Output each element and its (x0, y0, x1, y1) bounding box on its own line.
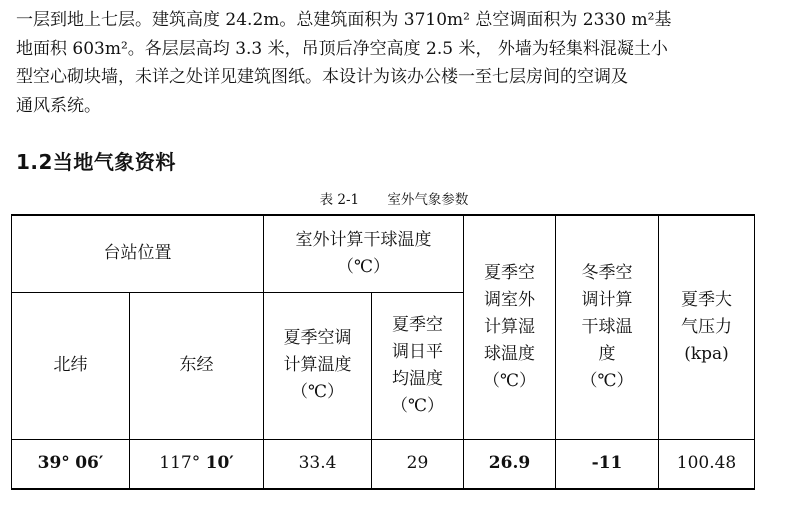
paragraph-line: 通风系统。 (16, 95, 101, 116)
table-header-row (12, 215, 755, 292)
body-paragraph (16, 6, 778, 120)
summer-wetbulb-value: 26.9 (464, 439, 556, 489)
winter-drybulb-header: 冬季空 调计算 干球温 度 （℃） (556, 215, 659, 439)
latitude-header: 北纬 (12, 292, 130, 439)
summer-wetbulb-header: 夏季空 调室外 计算湿 球温度 （℃） (464, 215, 556, 439)
latitude-value: 39° 06′ (12, 439, 130, 489)
winter-drybulb-value: -11 (556, 439, 659, 489)
paragraph-line: 型空心砌块墙，未详之处详见建筑图纸。本设计为该办公楼一至七层房间的空调及 (16, 67, 628, 87)
paragraph-line: 地面积 603m²。各层层高均 3.3 米，吊顶后净空高度 2.5 米， 外墙为轻集料混凝土小 (16, 38, 668, 59)
longitude-value: 117° 10′ (130, 439, 264, 489)
summer-ac-temp-value: 33.4 (264, 439, 372, 489)
summer-pressure-value: 100.48 (659, 439, 755, 489)
summer-ac-temp-header: 夏季空调 计算温度 （℃） (264, 292, 372, 439)
paragraph-line: 一层到地上七层。建筑高度 24.2m。总建筑面积为 3710m² 总空调面积为 2330 m²基 (16, 10, 672, 30)
longitude-header: 东经 (130, 292, 264, 439)
summer-daily-avg-value: 29 (372, 439, 464, 489)
table-title: 室外气象参数 (387, 192, 469, 208)
summer-pressure-header: 夏季大 气压力 (kpa) (659, 215, 755, 439)
table-number: 表 2-1 (319, 192, 360, 208)
outdoor-meteorological-table (11, 214, 755, 490)
table-row (12, 439, 755, 489)
station-position-header: 台站位置 (12, 215, 264, 292)
section-heading: 1.2当地气象资料 (16, 150, 176, 174)
drybulb-temp-header: 室外计算干球温度 （℃） (264, 215, 464, 292)
summer-daily-avg-header: 夏季空 调日平 均温度 （℃） (372, 292, 464, 439)
table-caption (0, 188, 788, 208)
